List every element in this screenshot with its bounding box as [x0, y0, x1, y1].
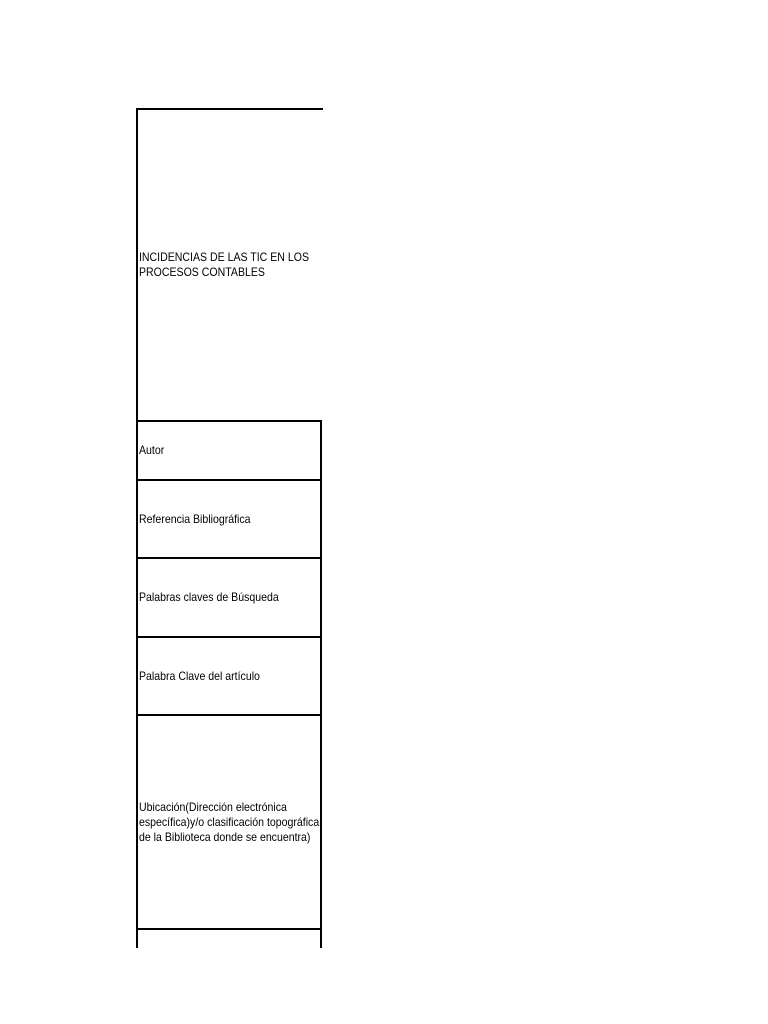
row-label-search-keywords: Palabras claves de Búsqueda — [139, 590, 279, 604]
document-title-cell — [139, 110, 320, 420]
table-row-author — [139, 422, 320, 479]
row-label-location: Ubicación(Dirección electrónica específica)y/o clasificación topográfica de la Biblioteca donde se encuentra) — [139, 799, 320, 844]
row-label-bibliographic-reference: Referencia Bibliográfica — [139, 511, 251, 526]
table-row-location — [139, 716, 320, 928]
table-row-bibliographic-reference — [139, 481, 320, 557]
table-row-empty — [139, 930, 320, 948]
document-title: INCIDENCIAS DE LAS TIC EN LOS PROCESOS CONTABLES — [139, 250, 309, 279]
table-row-article-keyword — [139, 638, 320, 714]
table-row-search-keywords — [139, 559, 320, 636]
table-left-border — [136, 108, 138, 948]
row-label-author: Autor — [139, 443, 165, 457]
table-right-border — [320, 420, 322, 948]
row-label-article-keyword: Palabra Clave del artículo — [139, 668, 260, 683]
